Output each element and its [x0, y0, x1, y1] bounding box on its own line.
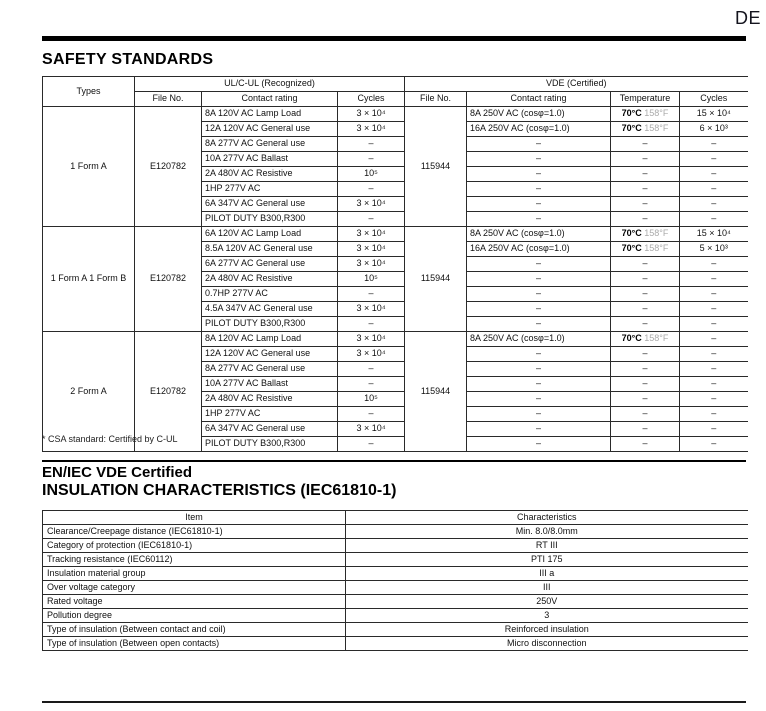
temperature-celsius: –: [642, 348, 648, 359]
vde-contact-rating-cell: –: [467, 152, 611, 167]
insulation-table-row: [43, 581, 748, 595]
vde-contact-rating-cell: –: [467, 287, 611, 302]
temperature-fahrenheit: 158°F: [641, 228, 669, 239]
vde-temperature-cell: [611, 122, 680, 137]
vde-temperature-cell: [611, 152, 680, 167]
ul-contact-rating-cell: 6A 347V AC General use: [202, 422, 338, 437]
vde-contact-rating-cell: 16A 250V AC (cosφ=1.0): [467, 122, 611, 137]
vde-temperature-cell: [611, 272, 680, 287]
insulation-table-row: [43, 539, 748, 553]
vde-temperature-cell: [611, 407, 680, 422]
ul-cycles-cell: –: [338, 362, 405, 377]
vde-cycles-cell: –: [680, 257, 748, 272]
safety-standards-table: [42, 76, 748, 452]
ul-contact-rating-cell: 1HP 277V AC: [202, 407, 338, 422]
temperature-celsius: –: [642, 138, 648, 149]
vde-temperature-cell: [611, 362, 680, 377]
types-cell: 2 Form A: [43, 332, 135, 452]
vde-temperature-cell: [611, 302, 680, 317]
temperature-celsius: –: [642, 168, 648, 179]
safety-table-row: [43, 107, 748, 122]
ul-contact-rating-cell: 6A 277V AC General use: [202, 257, 338, 272]
characteristic-cell: 250V: [346, 595, 748, 609]
vde-temperature-cell: [611, 212, 680, 227]
col-header-ul-cycles: Cycles: [338, 92, 405, 107]
ul-contact-rating-cell: 4.5A 347V AC General use: [202, 302, 338, 317]
characteristic-cell: III a: [346, 567, 748, 581]
col-header-ul-file-no: File No.: [135, 92, 202, 107]
en-iec-vde-heading: EN/IEC VDE Certified: [42, 464, 193, 481]
temperature-fahrenheit: 158°F: [641, 123, 669, 134]
vde-temperature-cell: [611, 437, 680, 452]
ul-cycles-cell: –: [338, 407, 405, 422]
ul-file-no-cell: E120782: [135, 332, 202, 452]
ul-cycles-cell: –: [338, 377, 405, 392]
temperature-fahrenheit: 158°F: [641, 243, 669, 254]
vde-contact-rating-cell: –: [467, 302, 611, 317]
ul-cycles-cell: 3 × 10⁴: [338, 242, 405, 257]
vde-temperature-cell: [611, 347, 680, 362]
vde-contact-rating-cell: –: [467, 257, 611, 272]
vde-cycles-cell: –: [680, 332, 748, 347]
insulation-table-row: [43, 553, 748, 567]
ul-contact-rating-cell: 10A 277V AC Ballast: [202, 152, 338, 167]
ul-contact-rating-cell: 10A 277V AC Ballast: [202, 377, 338, 392]
ul-cycles-cell: 10⁵: [338, 272, 405, 287]
temperature-celsius: –: [642, 213, 648, 224]
vde-contact-rating-cell: 8A 250V AC (cosφ=1.0): [467, 227, 611, 242]
temperature-celsius: 70°C: [621, 243, 642, 254]
vde-cycles-cell: 6 × 10³: [680, 122, 748, 137]
item-cell: Clearance/Creepage distance (IEC61810-1): [43, 525, 346, 539]
vde-cycles-cell: –: [680, 152, 748, 167]
types-cell: 1 Form A: [43, 107, 135, 227]
ul-contact-rating-cell: 12A 120V AC General use: [202, 122, 338, 137]
temperature-celsius: –: [642, 408, 648, 419]
temperature-celsius: –: [642, 363, 648, 374]
ul-contact-rating-cell: PILOT DUTY B300,R300: [202, 437, 338, 452]
vde-temperature-cell: [611, 107, 680, 122]
ul-contact-rating-cell: 8A 120V AC Lamp Load: [202, 107, 338, 122]
vde-cycles-cell: –: [680, 437, 748, 452]
temperature-celsius: –: [642, 393, 648, 404]
ul-contact-rating-cell: 6A 347V AC General use: [202, 197, 338, 212]
ul-contact-rating-cell: 8.5A 120V AC General use: [202, 242, 338, 257]
item-cell: Rated voltage: [43, 595, 346, 609]
temperature-celsius: 70°C: [621, 333, 642, 344]
ul-file-no-cell: E120782: [135, 107, 202, 227]
insulation-table-row: [43, 525, 748, 539]
vde-temperature-cell: [611, 392, 680, 407]
temperature-celsius: –: [642, 318, 648, 329]
vde-contact-rating-cell: 16A 250V AC (cosφ=1.0): [467, 242, 611, 257]
ul-cycles-cell: 10⁵: [338, 167, 405, 182]
vde-cycles-cell: –: [680, 362, 748, 377]
table-header-row: [43, 77, 748, 92]
temperature-celsius: –: [642, 198, 648, 209]
vde-cycles-cell: –: [680, 377, 748, 392]
ul-contact-rating-cell: PILOT DUTY B300,R300: [202, 317, 338, 332]
item-cell: Tracking resistance (IEC60112): [43, 553, 346, 567]
safety-table-row: [43, 332, 748, 347]
temperature-celsius: –: [642, 273, 648, 284]
vde-file-no-cell: 115944: [405, 227, 467, 332]
col-header-ul-contact-rating: Contact rating: [202, 92, 338, 107]
vde-contact-rating-cell: –: [467, 137, 611, 152]
ul-contact-rating-cell: 2A 480V AC Resistive: [202, 392, 338, 407]
ul-cycles-cell: 3 × 10⁴: [338, 107, 405, 122]
temperature-celsius: –: [642, 153, 648, 164]
ul-contact-rating-cell: 0.7HP 277V AC: [202, 287, 338, 302]
vde-contact-rating-cell: –: [467, 347, 611, 362]
ul-contact-rating-cell: 12A 120V AC General use: [202, 347, 338, 362]
vde-cycles-cell: –: [680, 272, 748, 287]
col-header-vde-cycles: Cycles: [680, 92, 748, 107]
ul-cycles-cell: 10⁵: [338, 392, 405, 407]
vde-temperature-cell: [611, 377, 680, 392]
col-group-vde: VDE (Certified): [405, 77, 748, 92]
vde-cycles-cell: –: [680, 167, 748, 182]
vde-cycles-cell: 15 × 10⁴: [680, 107, 748, 122]
item-cell: Category of protection (IEC61810-1): [43, 539, 346, 553]
vde-file-no-cell: 115944: [405, 107, 467, 227]
vde-contact-rating-cell: –: [467, 272, 611, 287]
vde-contact-rating-cell: –: [467, 167, 611, 182]
temperature-celsius: –: [642, 288, 648, 299]
temperature-celsius: 70°C: [621, 123, 642, 134]
vde-temperature-cell: [611, 167, 680, 182]
vde-contact-rating-cell: –: [467, 182, 611, 197]
vde-temperature-cell: [611, 242, 680, 257]
vde-contact-rating-cell: –: [467, 392, 611, 407]
temperature-fahrenheit: 158°F: [641, 108, 669, 119]
vde-cycles-cell: –: [680, 182, 748, 197]
ul-cycles-cell: –: [338, 317, 405, 332]
safety-standards-title: SAFETY STANDARDS: [42, 51, 214, 68]
vde-cycles-cell: –: [680, 287, 748, 302]
vde-contact-rating-cell: –: [467, 407, 611, 422]
vde-contact-rating-cell: 8A 250V AC (cosφ=1.0): [467, 107, 611, 122]
temperature-fahrenheit: 158°F: [641, 333, 669, 344]
ul-cycles-cell: 3 × 10⁴: [338, 422, 405, 437]
characteristic-cell: RT III: [346, 539, 748, 553]
temperature-celsius: –: [642, 423, 648, 434]
bottom-rule: [42, 701, 746, 703]
vde-cycles-cell: –: [680, 392, 748, 407]
vde-cycles-cell: –: [680, 317, 748, 332]
ul-cycles-cell: 3 × 10⁴: [338, 302, 405, 317]
col-header-types: Types: [43, 77, 135, 107]
temperature-celsius: –: [642, 258, 648, 269]
vde-cycles-cell: 5 × 10³: [680, 242, 748, 257]
vde-contact-rating-cell: –: [467, 212, 611, 227]
vde-temperature-cell: [611, 182, 680, 197]
vde-temperature-cell: [611, 317, 680, 332]
ul-cycles-cell: 3 × 10⁴: [338, 122, 405, 137]
characteristic-cell: III: [346, 581, 748, 595]
characteristic-cell: Min. 8.0/8.0mm: [346, 525, 748, 539]
vde-cycles-cell: 15 × 10⁴: [680, 227, 748, 242]
table-subheader-row: [43, 92, 748, 107]
ul-cycles-cell: 3 × 10⁴: [338, 347, 405, 362]
vde-temperature-cell: [611, 257, 680, 272]
temperature-celsius: –: [642, 378, 648, 389]
item-cell: Insulation material group: [43, 567, 346, 581]
insulation-table-row: [43, 623, 748, 637]
col-header-vde-file-no: File No.: [405, 92, 467, 107]
insulation-table-row: [43, 595, 748, 609]
vde-temperature-cell: [611, 137, 680, 152]
item-cell: Type of insulation (Between contact and coil): [43, 623, 346, 637]
ul-contact-rating-cell: 2A 480V AC Resistive: [202, 167, 338, 182]
ul-contact-rating-cell: PILOT DUTY B300,R300: [202, 212, 338, 227]
vde-temperature-cell: [611, 197, 680, 212]
safety-table-row: [43, 227, 748, 242]
ul-cycles-cell: –: [338, 182, 405, 197]
vde-contact-rating-cell: –: [467, 437, 611, 452]
ul-contact-rating-cell: 6A 120V AC Lamp Load: [202, 227, 338, 242]
insulation-table-row: [43, 567, 748, 581]
insulation-header-row: [43, 511, 748, 525]
vde-cycles-cell: –: [680, 347, 748, 362]
vde-temperature-cell: [611, 422, 680, 437]
temperature-celsius: 70°C: [621, 228, 642, 239]
characteristic-cell: Reinforced insulation: [346, 623, 748, 637]
ul-cycles-cell: –: [338, 137, 405, 152]
types-cell: 1 Form A 1 Form B: [43, 227, 135, 332]
characteristic-cell: PTI 175: [346, 553, 748, 567]
vde-cycles-cell: –: [680, 422, 748, 437]
vde-temperature-cell: [611, 287, 680, 302]
ul-cycles-cell: 3 × 10⁴: [338, 257, 405, 272]
col-header-characteristics: Characteristics: [346, 511, 748, 525]
vde-contact-rating-cell: –: [467, 317, 611, 332]
temperature-celsius: 70°C: [621, 108, 642, 119]
page-corner-label: DE: [734, 8, 761, 28]
vde-cycles-cell: –: [680, 407, 748, 422]
vde-contact-rating-cell: –: [467, 362, 611, 377]
vde-cycles-cell: –: [680, 197, 748, 212]
csa-footnote: * CSA standard: Certified by C-UL: [42, 434, 178, 444]
ul-cycles-cell: –: [338, 287, 405, 302]
item-cell: Pollution degree: [43, 609, 346, 623]
ul-contact-rating-cell: 8A 120V AC Lamp Load: [202, 332, 338, 347]
vde-contact-rating-cell: 8A 250V AC (cosφ=1.0): [467, 332, 611, 347]
vde-cycles-cell: –: [680, 212, 748, 227]
ul-cycles-cell: 3 × 10⁴: [338, 332, 405, 347]
temperature-celsius: –: [642, 438, 648, 449]
vde-contact-rating-cell: –: [467, 197, 611, 212]
vde-temperature-cell: [611, 332, 680, 347]
insulation-table-row: [43, 637, 748, 651]
col-header-temperature: Temperature: [611, 92, 680, 107]
ul-cycles-cell: 3 × 10⁴: [338, 227, 405, 242]
vde-contact-rating-cell: –: [467, 377, 611, 392]
insulation-characteristics-table: [42, 510, 748, 651]
characteristic-cell: Micro disconnection: [346, 637, 748, 651]
top-rule: [42, 36, 746, 41]
ul-cycles-cell: 3 × 10⁴: [338, 197, 405, 212]
insulation-table-row: [43, 609, 748, 623]
item-cell: Over voltage category: [43, 581, 346, 595]
insulation-characteristics-heading: INSULATION CHARACTERISTICS (IEC61810-1): [42, 482, 397, 499]
ul-file-no-cell: E120782: [135, 227, 202, 332]
col-group-ul: UL/C-UL (Recognized): [135, 77, 405, 92]
vde-cycles-cell: –: [680, 302, 748, 317]
ul-contact-rating-cell: 8A 277V AC General use: [202, 137, 338, 152]
ul-contact-rating-cell: 8A 277V AC General use: [202, 362, 338, 377]
col-header-vde-contact-rating: Contact rating: [467, 92, 611, 107]
temperature-celsius: –: [642, 303, 648, 314]
section-divider-rule: [42, 460, 746, 462]
ul-cycles-cell: –: [338, 437, 405, 452]
characteristic-cell: 3: [346, 609, 748, 623]
vde-contact-rating-cell: –: [467, 422, 611, 437]
ul-contact-rating-cell: 2A 480V AC Resistive: [202, 272, 338, 287]
temperature-celsius: –: [642, 183, 648, 194]
ul-cycles-cell: –: [338, 152, 405, 167]
ul-contact-rating-cell: 1HP 277V AC: [202, 182, 338, 197]
vde-cycles-cell: –: [680, 137, 748, 152]
ul-cycles-cell: –: [338, 212, 405, 227]
item-cell: Type of insulation (Between open contacts): [43, 637, 346, 651]
col-header-item: Item: [43, 511, 346, 525]
vde-file-no-cell: 115944: [405, 332, 467, 452]
vde-temperature-cell: [611, 227, 680, 242]
